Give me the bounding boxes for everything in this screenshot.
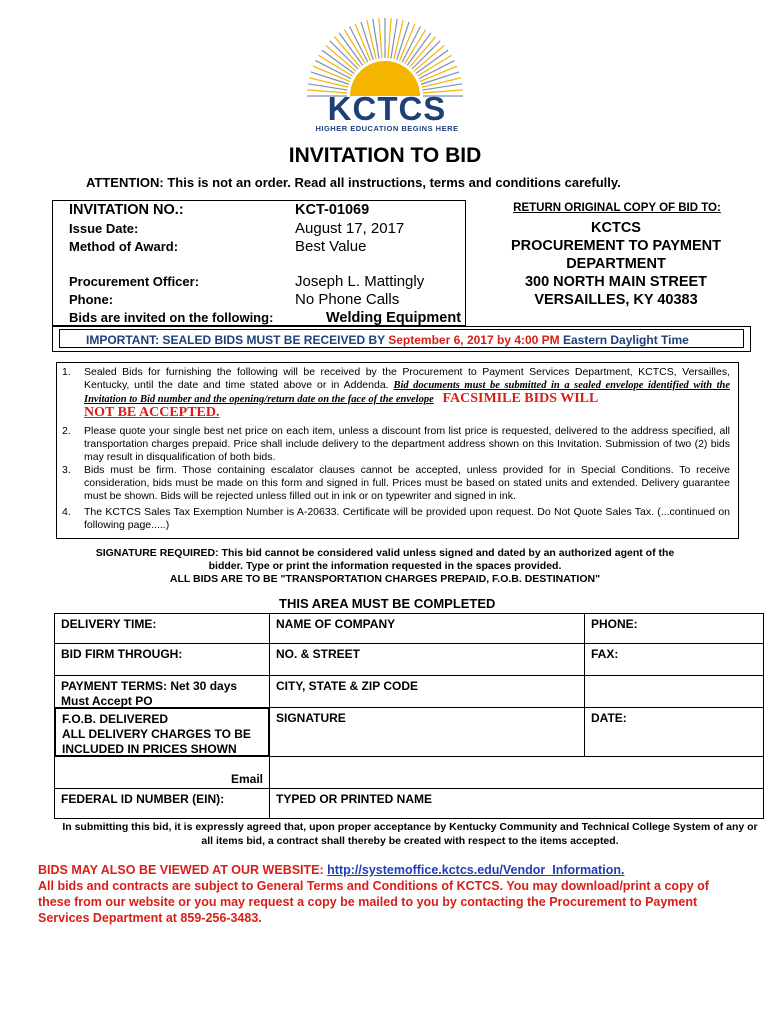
term-1-body: Sealed Bids for furnishing the following will be received by the Procurement to Payment Services Department, KCTCS, Versailles, Kentucky, until the date and time stated above or in Addenda. [84,366,730,391]
term-number: 4. [62,506,71,518]
facsimile-warning: FACSIMILE BIDS WILL [442,391,599,406]
typed-name-label: TYPED OR PRINTED NAME [276,792,433,806]
important-suffix: Eastern Daylight Time [559,333,689,347]
term-number: 2. [62,425,71,437]
fob-delivered-cell [54,707,270,757]
bid-firm-field[interactable] [54,643,270,676]
website-prefix: BIDS MAY ALSO BE VIEWED AT OUR WEBSITE: [38,863,328,877]
delivery-time-label: DELIVERY TIME: [61,617,157,631]
important-prefix: IMPORTANT: SEALED BIDS MUST BE RECEIVED BY [86,333,389,347]
term-2-text: Please quote your single best net price on each item, unless a discount from list price is requested, delivered to the address specified, all transportation charges prepaid. Price shall include delivery to the department address shown on this Invitation. Submission of two (2) bids may result in disqualification of both bids. [84,425,730,463]
term-1-text [84,366,730,420]
return-to-line: 300 NORTH MAIN STREET [524,274,708,290]
procurement-officer-label: Procurement Officer: [69,274,200,289]
return-to-line: PROCUREMENT TO PAYMENT [510,238,721,254]
street-label: NO. & STREET [276,647,361,661]
logo-wordmark: KCTCS [327,90,447,127]
email-input[interactable] [269,756,764,789]
bids-invited-label: Bids are invited on the following: [69,310,274,325]
company-name-field[interactable] [269,613,585,644]
signature-required-line: ALL BIDS ARE TO BE "TRANSPORTATION CHARGES PREPAID, F.O.B. DESTINATION" [169,573,601,585]
return-to-line: KCTCS [591,220,641,236]
federal-id-field[interactable] [54,788,270,819]
return-to-line: DEPARTMENT [566,256,666,272]
sun-ray [391,19,397,59]
payment-terms-line: PAYMENT TERMS: Net 30 days [61,679,238,693]
phone-field-label: PHONE: [591,617,638,631]
term-number: 1. [62,366,71,378]
method-of-award-value: Best Value [295,238,367,255]
return-to-header: RETURN ORIGINAL COPY OF BID TO: [513,202,721,214]
payment-terms-cell [54,675,270,708]
return-to-line: VERSAILLES, KY 40383 [534,292,698,308]
payment-terms-line: Must Accept PO [61,694,153,708]
term-1-emphasis: Bid documents must be submitted in a sealed envelope identified with the Invitation to Bid number and the opening/return date on the face of the envelope [84,380,731,405]
term-number: 3. [62,464,71,476]
bids-item-value: Welding Equipment [326,310,462,326]
terms-notice: All bids and contracts are subject to General Terms and Conditions of KCTCS. You may download/print a copy of these from our website or you may request a copy be mailed to you by contacting the Procurement to Payment Services Department at 859-256-3483. [38,879,709,925]
issue-date-value: August 17, 2017 [295,220,405,237]
federal-id-label: FEDERAL ID NUMBER (EIN): [61,792,225,806]
fax-label: FAX: [591,647,619,661]
date-field[interactable] [584,707,764,757]
submission-agreement: In submitting this bid, it is expressly agreed that, upon proper acceptance by Kentucky Community and Technical College System of any or all items bid, a contract shall thereby be created with respect to the items accepted. [62,821,758,847]
fax-field[interactable] [584,643,764,676]
typed-name-field[interactable] [269,788,764,819]
street-field[interactable] [269,643,585,676]
signature-label: SIGNATURE [276,711,346,725]
important-deadline [86,333,689,347]
issue-date-label: Issue Date: [69,221,139,236]
facsimile-warning-end: NOT BE ACCEPTED. [84,405,220,420]
website-link[interactable]: http://systemoffice.kctcs.edu/Vendor_Information. [327,863,625,877]
method-of-award-label: Method of Award: [69,239,179,254]
delivery-time-field[interactable] [54,613,270,644]
page-title: INVITATION TO BID [288,144,482,167]
phone-label: Phone: [69,292,114,307]
sun-ray [379,18,382,58]
fob-line: F.O.B. DELIVERED [62,712,169,726]
vendor-form-table [54,613,766,819]
term-3-text: Bids must be firm. Those containing escalator clauses cannot be accepted, unless provided for in Special Conditions. To receive consideration, bids must be made on this form and signed in full. Prices must be based on stated units and extended. Delivery guarantee must be shown. Bids will be rejected unless filled out in ink or on typewriter and signed in ink. [84,464,730,502]
fob-line: ALL DELIVERY CHARGES TO BE [62,727,251,741]
procurement-officer-value: Joseph L. Mattingly [295,273,425,290]
logo-tagline: HIGHER EDUCATION BEGINS HERE [315,124,459,133]
signature-required-line: SIGNATURE REQUIRED: This bid cannot be considered valid unless signed and dated by an authorized agent of the [95,547,675,559]
sun-ray [388,18,391,58]
signature-required-line: bidder. Type or print the information requested in the spaces provided. [208,560,562,572]
invitation-no-value: KCT-01069 [295,202,370,218]
invitation-info-box [52,200,466,326]
city-state-zip-field[interactable] [269,675,585,708]
date-label: DATE: [591,711,627,725]
website-notice [38,862,738,878]
signature-field[interactable] [269,707,585,757]
invitation-no-label: INVITATION NO.: [69,202,184,218]
fob-line: INCLUDED IN PRICES SHOWN [62,742,237,756]
attention-notice: ATTENTION: This is not an order. Read all instructions, terms and conditions carefully. [86,175,621,190]
term-4-text: The KCTCS Sales Tax Exemption Number is A-20633. Certificate will be provided upon request. Do Not Quote Sales Tax. (...continued on following page.....) [84,506,730,531]
form-heading: THIS AREA MUST BE COMPLETED [279,596,496,611]
deadline-date: September 6, 2017 by 4:00 PM [388,333,560,347]
email-field[interactable] [54,756,270,789]
sun-ray [373,19,379,59]
city-state-zip-label: CITY, STATE & ZIP CODE [276,679,419,693]
company-name-label: NAME OF COMPANY [276,617,396,631]
email-label: Email [230,772,263,786]
bid-firm-label: BID FIRM THROUGH: [61,647,183,661]
blank-cell [584,675,764,708]
phone-value: No Phone Calls [295,291,400,308]
phone-field[interactable] [584,613,764,644]
